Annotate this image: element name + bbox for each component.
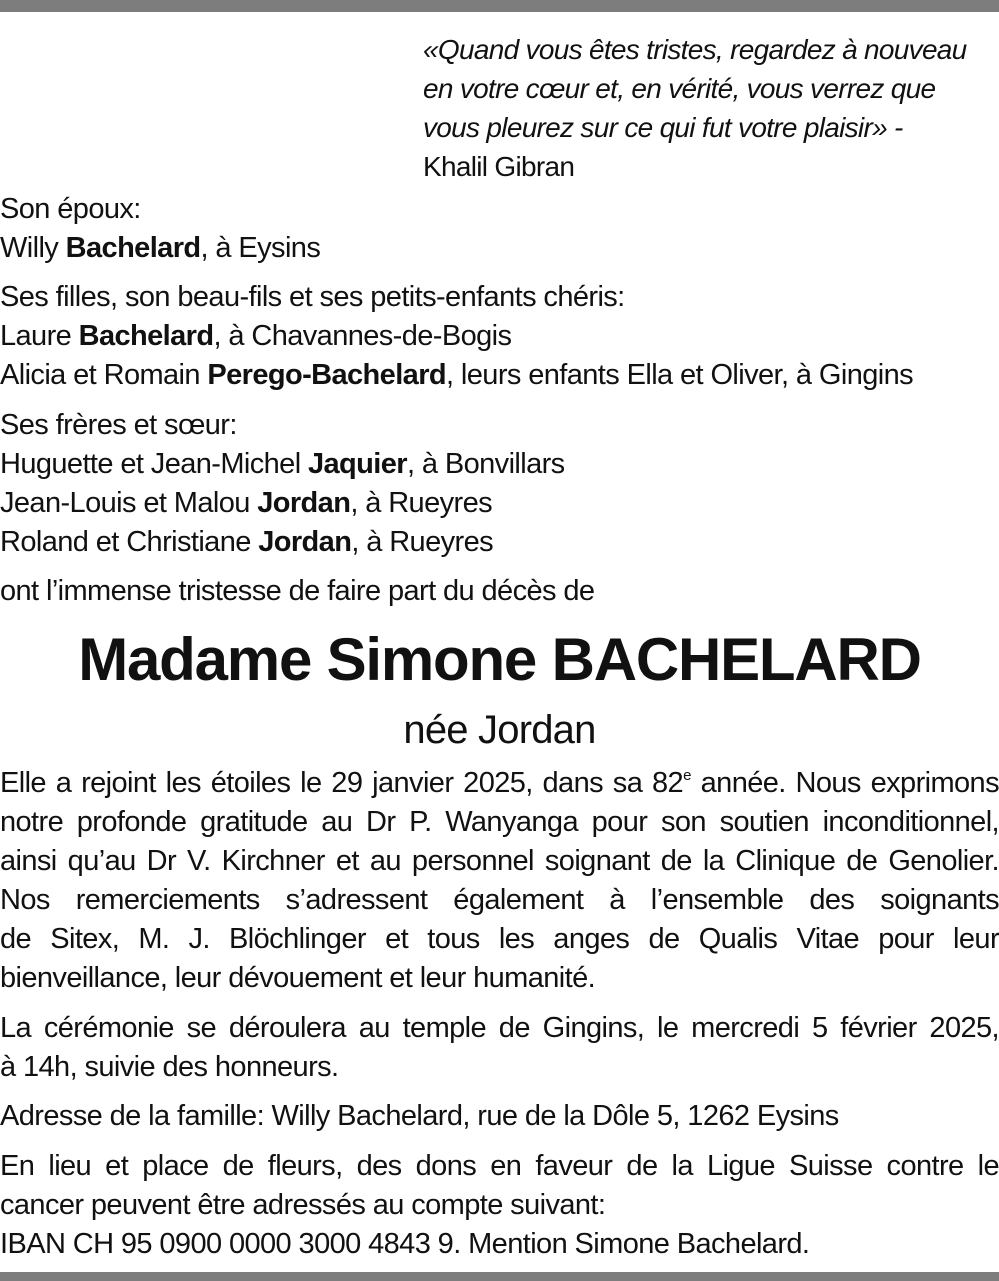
family-address: Adresse de la famille: Willy Bachelard, rue de la Dôle 5, 1262 Eysins xyxy=(0,1100,839,1132)
bottom-border-rule xyxy=(0,1272,999,1281)
tribute-line: de Sitex, M. J. Blöchlinger et tous les anges de Qualis Vitae pour leur xyxy=(0,923,999,955)
daughters-heading: Ses filles, son beau-fils et ses petits-enfants chéris: xyxy=(0,281,625,313)
announcement-text: ont l’immense tristesse de faire part du décès de xyxy=(0,575,595,607)
tribute-line: bienveillance, leur dévouement et leur humanité. xyxy=(0,962,596,994)
quote-line: en votre cœur et, en vérité, vous verrez que xyxy=(423,73,936,104)
siblings-section xyxy=(0,406,999,562)
epigraph-quote xyxy=(423,30,999,186)
spouse-entry: Willy Bachelard, à Eysins xyxy=(0,232,321,264)
ceremony-line: La cérémonie se déroulera au temple de Gingins, le mercredi 5 février 2025, xyxy=(0,1012,999,1044)
family-surname: Bachelard xyxy=(78,320,214,352)
donations-paragraph xyxy=(0,1147,999,1264)
daughters-section xyxy=(0,278,999,395)
donations-line: En lieu et place de fleurs, des dons en faveur de la Ligue Suisse contre le xyxy=(0,1150,999,1182)
family-surname: Bachelard xyxy=(65,232,201,264)
family-entry: Huguette et Jean-Michel Jaquier, à Bonvillars xyxy=(0,448,565,480)
family-entry: Laure Bachelard, à Chavannes-de-Bogis xyxy=(0,320,512,352)
tribute-line: notre profonde gratitude au Dr P. Wanyanga pour son soutien inconditionnel, xyxy=(0,806,999,838)
ceremony-line: à 14h, suivie des honneurs. xyxy=(0,1051,339,1083)
tribute-paragraph xyxy=(0,764,999,998)
deceased-birth-name: née Jordan xyxy=(403,708,596,752)
tribute-line: Elle a rejoint les étoiles le 29 janvier 2025, dans sa 82e année. Nous exprimons xyxy=(0,767,999,799)
family-entry: Jean-Louis et Malou Jordan, à Rueyres xyxy=(0,487,492,519)
family-surname: Perego-Bachelard xyxy=(207,359,446,391)
ceremony-paragraph xyxy=(0,1009,999,1087)
tribute-line: ainsi qu’au Dr V. Kirchner et au personnel soignant de la Clinique de Genolier. xyxy=(0,845,999,877)
quote-author: Khalil Gibran xyxy=(423,151,575,182)
tribute-line: Nos remerciements s’adressent également à l’ensemble des soignants xyxy=(0,884,999,916)
family-entry: Roland et Christiane Jordan, à Rueyres xyxy=(0,526,493,558)
family-entry: Alicia et Romain Perego-Bachelard, leurs enfants Ella et Oliver, à Gingins xyxy=(0,359,914,391)
family-surname: Jaquier xyxy=(308,448,407,480)
spouse-heading: Son époux: xyxy=(0,193,141,225)
quote-line: vous pleurez sur ce qui fut votre plaisir» - xyxy=(423,112,903,143)
siblings-heading: Ses frères et sœur: xyxy=(0,409,237,441)
family-surname: Jordan xyxy=(257,487,351,519)
family-surname: Jordan xyxy=(258,526,352,558)
deceased-name: Madame Simone BACHELARD xyxy=(78,626,921,693)
top-border-rule xyxy=(0,0,999,12)
quote-line: «Quand vous êtes tristes, regardez à nouveau xyxy=(423,34,967,65)
donations-iban-line: IBAN CH 95 0900 0000 3000 4843 9. Mention Simone Bachelard. xyxy=(0,1228,810,1260)
spouse-section xyxy=(0,190,999,268)
donations-line: cancer peuvent être adressés au compte suivant: xyxy=(0,1189,606,1221)
